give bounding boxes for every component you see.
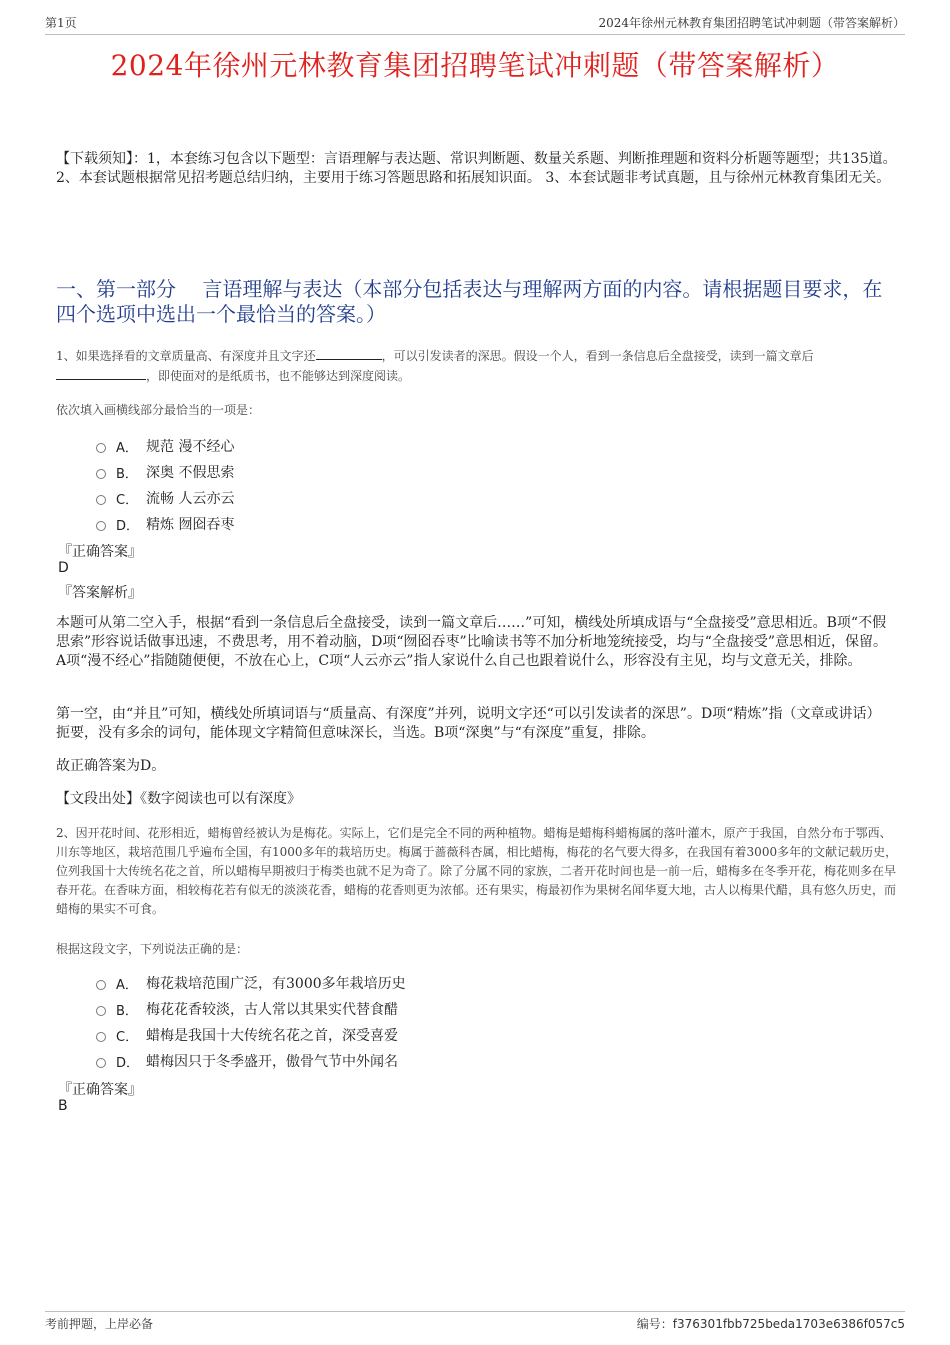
q1-option-d[interactable]: D． 精炼 囫囵吞枣	[96, 511, 234, 537]
radio-icon[interactable]	[96, 1006, 106, 1016]
radio-icon[interactable]	[96, 1032, 106, 1042]
q1-option-b[interactable]: B． 深奥 不假思索	[96, 459, 234, 485]
page-header	[45, 14, 905, 35]
q2-option-b[interactable]: B． 梅花花香较淡，古人常以其果实代替食醋	[96, 996, 406, 1022]
q1-prompt: 依次填入画横线部分最恰当的一项是：	[56, 403, 261, 417]
q2-options	[96, 970, 406, 1074]
q1-analysis-paragraph-1: 本题可从第二空入手，根据“看到一条信息后全盘接受，读到一篇文章后……”可知，横线处所填成语与“全盘接受”意思相近。B项“不假思索”形容说话做事迅速，不费思考，用不着动脑，D项“囫囵吞枣”比喻读书等不加分析地笼统接受，均与“全盘接受”意思相近，保留。A项“漫不经心”指随随便便，不放在心上，C项“人云亦云”指人家说什么自己也跟着说什么，形容没有主见，均与文意无关，排除。	[56, 615, 888, 669]
page-footer	[45, 1311, 905, 1335]
q1-options	[96, 433, 234, 537]
footer-code: 编号：f376301fbb725beda1703e6386f057c5	[636, 1317, 905, 1331]
radio-icon[interactable]	[96, 495, 106, 505]
q2-option-c[interactable]: C． 蜡梅是我国十大传统名花之首，深受喜爱	[96, 1022, 406, 1048]
document-title: 2024年徐州元林教育集团招聘笔试冲刺题（带答案解析）	[110, 49, 840, 82]
q1-option-c[interactable]: C． 流畅 人云亦云	[96, 485, 234, 511]
q1-answer-label: 『正确答案』	[58, 544, 142, 560]
q2-prompt: 根据这段文字，下列说法正确的是：	[56, 942, 249, 956]
radio-icon[interactable]	[96, 443, 106, 453]
q1-text-part2: ，可以引发读者的深思。假设一个人，看到一条信息后全盘接受，读到一篇文章后	[381, 349, 814, 363]
running-title: 2024年徐州元林教育集团招聘笔试冲刺题（带答案解析）	[598, 16, 905, 30]
question-1-text	[56, 346, 898, 386]
q2-answer: B	[58, 1098, 68, 1114]
footer-slogan: 考前押题，上岸必备	[45, 1317, 154, 1331]
q2-option-a[interactable]: A． 梅花栽培范围广泛，有3000多年栽培历史	[96, 970, 406, 996]
q1-option-a[interactable]: A． 规范 漫不经心	[96, 433, 234, 459]
q1-analysis-paragraph-2: 第一空，由“并且”可知，横线处所填词语与“质量高、有深度”并列，说明文字还“可以引发读者的深思”。D项“精炼”指（文章或讲话）扼要，没有多余的词句，能体现文字精简但意味深长，当选。B项“深奥”与“有深度”重复，排除。	[56, 706, 881, 741]
q1-blank-1	[316, 346, 382, 360]
q1-blank-2	[56, 366, 146, 380]
radio-icon[interactable]	[96, 980, 106, 990]
radio-icon[interactable]	[96, 469, 106, 479]
radio-icon[interactable]	[96, 1058, 106, 1068]
q1-text-part3: ，即使面对的是纸质书，也不能够达到深度阅读。	[146, 369, 411, 383]
section-title: 一、第一部分 言语理解与表达（本部分包括表达与理解两方面的内容。请根据题目要求，在四个选项中选出一个最恰当的答案。）	[56, 277, 883, 326]
page-number: 第1页	[45, 16, 77, 30]
q1-text-part1: 1、如果选择看的文章质量高、有深度并且文字还	[56, 349, 316, 363]
q2-answer-label: 『正确答案』	[58, 1082, 142, 1098]
radio-icon[interactable]	[96, 521, 106, 531]
q1-source: 【文段出处】《数字阅读也可以有深度》	[56, 791, 301, 807]
q2-option-d[interactable]: D． 蜡梅因只于冬季盛开，傲骨气节中外闻名	[96, 1048, 406, 1074]
question-2-text: 2、因开花时间、花形相近，蜡梅曾经被认为是梅花。实际上，它们是完全不同的两种植物。蜡梅是蜡梅科蜡梅属的落叶灌木，原产于我国，自然分布于鄂西、川东等地区，栽培范围几乎遍布全国，有1000多年的栽培历史。梅属于蔷薇科杏属，相比蜡梅，梅花的名气要大得多，在我国有着3000多年的文献记载历史，位列我国十大传统名花之首，所以蜡梅早期被归于梅类也就不足为奇了。除了分属不同的家族，二者开花时间也是一前一后，蜡梅多在冬季开花，梅花则多在早春开花。在香味方面，相较梅花若有似无的淡淡花香，蜡梅的花香则更为浓郁。还有果实，梅最初作为果树名闻华夏大地，古人以梅果代醋，具有悠久历史，而蜡梅的果实不可食。	[56, 826, 898, 916]
q1-answer: D	[58, 560, 69, 576]
download-notice: 【下载须知】：1，本套练习包含以下题型：言语理解与表达题、常识判断题、数量关系题、判断推理题和资料分析题等题型；共135道。 2、本套试题根据常见招考题总结归纳，主要用于练习答题思路和拓展知识面。 3、本套试题非考试真题，且与徐州元林教育集团无关。	[56, 151, 897, 186]
q1-analysis-conclusion: 故正确答案为D。	[56, 758, 166, 774]
q1-analysis-label: 『答案解析』	[58, 585, 142, 601]
